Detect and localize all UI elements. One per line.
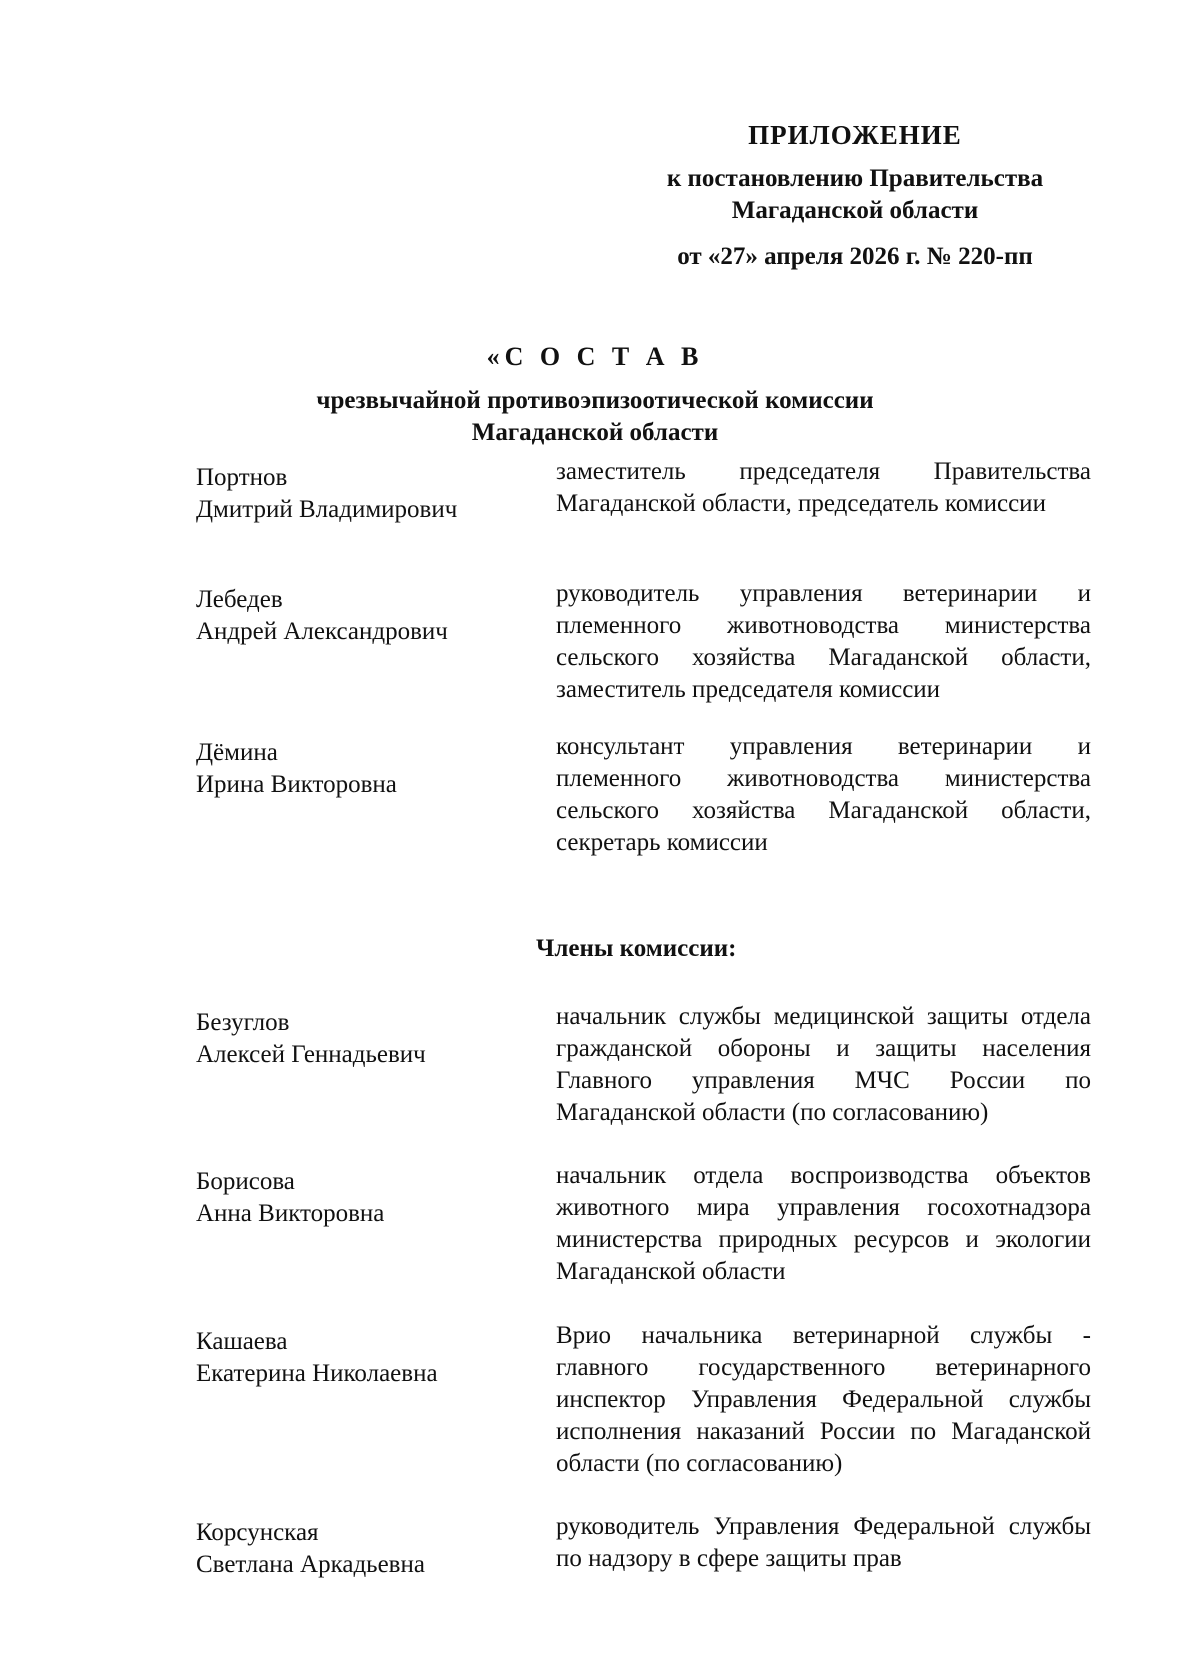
- appendix-title: ПРИЛОЖЕНИЕ: [748, 120, 962, 150]
- given-names: Андрей Александрович: [196, 618, 448, 645]
- given-names: Алексей Геннадьевич: [196, 1041, 426, 1068]
- person-name: [196, 1326, 526, 1390]
- person-role: заместитель председателя Правительства Магаданской области, председатель комиссии: [556, 458, 1091, 517]
- surname: Кашаева: [196, 1328, 288, 1355]
- appendix-date-number: от «27» апреля 2026 г. № 220-пп: [677, 243, 1033, 270]
- person-role: руководитель Управления Федеральной службы по надзору в сфере защиты прав: [556, 1513, 1091, 1572]
- person-name: [196, 584, 526, 648]
- surname: Портнов: [196, 464, 288, 491]
- document-subtitle-2: Магаданской области: [471, 419, 719, 446]
- surname: Безуглов: [196, 1009, 290, 1036]
- given-names: Екатерина Николаевна: [196, 1360, 438, 1387]
- members-heading: Члены комиссии:: [536, 935, 737, 962]
- person-role: Врио начальника ветеринарной службы - главного государственного ветеринарного инспектор Управления Федеральной службы исполнения наказаний России по Магаданской области (по согласованию): [556, 1322, 1091, 1477]
- appendix-line-1: к постановлению Правительства: [666, 165, 1044, 192]
- person-name: [196, 1517, 526, 1581]
- document-subtitle-1: чрезвычайной противоэпизоотической комиссии: [316, 387, 874, 414]
- given-names: Светлана Аркадьевна: [196, 1551, 425, 1578]
- surname: Борисова: [196, 1168, 295, 1195]
- document-title: «С О С Т А В: [486, 342, 704, 371]
- given-names: Ирина Викторовна: [196, 771, 397, 798]
- person-name: [196, 1166, 526, 1230]
- person-name: [196, 737, 526, 801]
- person-name: [196, 462, 526, 526]
- person-role: консультант управления ветеринарии и племенного животноводства министерства сельского хозяйства Магаданской области, секретарь комиссии: [556, 733, 1091, 856]
- appendix-line-2: Магаданской области: [731, 197, 979, 224]
- person-role: начальник службы медицинской защиты отдела гражданской обороны и защиты населения Главного управления МЧС России по Магаданской области (по согласованию): [556, 1003, 1091, 1126]
- given-names: Дмитрий Владимирович: [196, 496, 458, 523]
- surname: Лебедев: [196, 586, 283, 613]
- surname: Корсунская: [196, 1519, 319, 1546]
- given-names: Анна Викторовна: [196, 1200, 385, 1227]
- surname: Дёмина: [196, 739, 278, 766]
- person-role: руководитель управления ветеринарии и племенного животноводства министерства сельского хозяйства Магаданской области, заместитель председателя комиссии: [556, 580, 1091, 703]
- person-name: [196, 1007, 526, 1071]
- person-role: начальник отдела воспроизводства объектов животного мира управления госохотнадзора министерства природных ресурсов и экологии Магаданской области: [556, 1162, 1091, 1285]
